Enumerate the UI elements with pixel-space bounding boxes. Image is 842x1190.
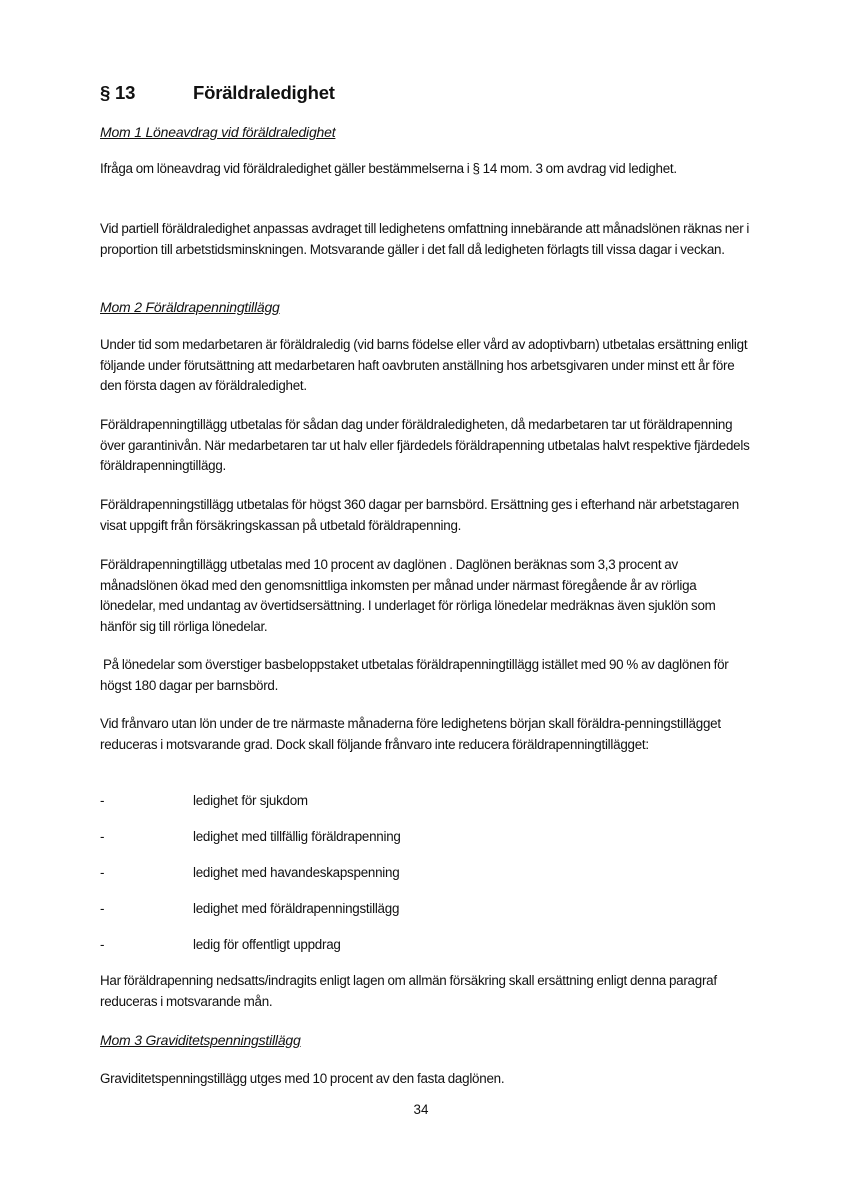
- mom1-heading: Mom 1 Löneavdrag vid föräldraledighet: [100, 124, 336, 140]
- mom3-heading: Mom 3 Graviditetspenningstillägg: [100, 1032, 301, 1048]
- mom2-paragraph-2: Föräldrapenningtillägg utbetalas för sådan dag under föräldraledigheten, då medarbetaren tar ut föräldrapenning över garantinivån. När medarbetaren tar ut halv eller fjärdedels föräldrapenning utbetalas halvt respektive fjärdedels föräldrapenningtillägg.: [100, 417, 750, 473]
- mom2-closing: Har föräldrapenning nedsatts/indragits enligt lagen om allmän försäkring skall ersättning enligt denna paragraf reduceras i motsvarande mån.: [100, 973, 717, 1009]
- list-marker: -: [100, 901, 105, 916]
- mom2-paragraph-5: På lönedelar som överstiger basbeloppstaket utbetalas föräldrapenningtillägg istället med 90 % av daglönen för högst 180 dagar per barnsbörd.: [100, 657, 732, 693]
- mom1-paragraph-2: Vid partiell föräldraledighet anpassas avdraget till ledighetens omfattning innebärande att månadslönen räknas ner i proportion till arbetstidsminskningen. Motsvarande gäller i det fall då ledigheten förlagts till vissa dagar i veckan.: [100, 221, 750, 257]
- mom2-paragraph-6: Vid frånvaro utan lön under de tre närmaste månaderna före ledighetens början skall föräldra-penningstillägget reduceras i motsvarande grad. Dock skall följande frånvaro inte reducera föräldrapenningtillägget:: [100, 716, 721, 752]
- list-item-text: ledighet med havandeskapspenning: [193, 865, 400, 880]
- list-item-text: ledighet för sjukdom: [193, 793, 308, 808]
- list-item-text: ledig för offentligt uppdrag: [193, 937, 341, 952]
- mom3-paragraph-1: Graviditetspenningstillägg utges med 10 procent av den fasta daglönen.: [100, 1071, 505, 1086]
- mom2-paragraph-1: Under tid som medarbetaren är föräldraledig (vid barns födelse eller vård av adoptivbarn) utbetalas ersättning enligt följande under förutsättning att medarbetaren haft oavbruten anställning hos arbetsgivaren under minst ett år före den första dagen av föräldraledighet.: [100, 337, 748, 393]
- list-marker: -: [100, 865, 105, 880]
- mom1-paragraph-1: Ifråga om löneavdrag vid föräldraledighet gäller bestämmelserna i § 14 mom. 3 om avdrag vid ledighet.: [100, 161, 677, 176]
- list-item: [100, 865, 399, 880]
- list-item: [100, 829, 401, 844]
- list-marker: -: [100, 937, 105, 952]
- section-title: Föräldraledighet: [193, 82, 335, 103]
- section-heading: [100, 82, 335, 104]
- page-number: 34: [413, 1102, 429, 1117]
- mom2-paragraph-4: Föräldrapenningtillägg utbetalas med 10 procent av daglönen . Daglönen beräknas som 3,3 procent av månadslönen ökad med den genomsnittliga inkomsten per månad under närmast föregående år av rörliga lönedelar, med undantag av övertidsersättning. I underlaget för rörliga lönedelar medräknas även sjuklön som hänför sig till rörliga lönedelar.: [100, 557, 716, 634]
- list-item-text: ledighet med föräldrapenningstillägg: [193, 901, 400, 916]
- list-marker: -: [100, 829, 105, 844]
- list-item-text: ledighet med tillfällig föräldrapenning: [193, 829, 401, 844]
- mom2-heading: Mom 2 Föräldrapenningtillägg: [100, 299, 280, 315]
- list-marker: -: [100, 793, 105, 808]
- mom2-paragraph-3: Föräldrapenningstillägg utbetalas för högst 360 dagar per barnsbörd. Ersättning ges i efterhand när arbetstagaren visat uppgift från försäkringskassan på utbetald föräldrapenning.: [100, 497, 739, 533]
- list-item: [100, 901, 399, 916]
- section-number: § 13: [100, 82, 136, 103]
- list-item: [100, 937, 341, 952]
- list-item: [100, 793, 308, 808]
